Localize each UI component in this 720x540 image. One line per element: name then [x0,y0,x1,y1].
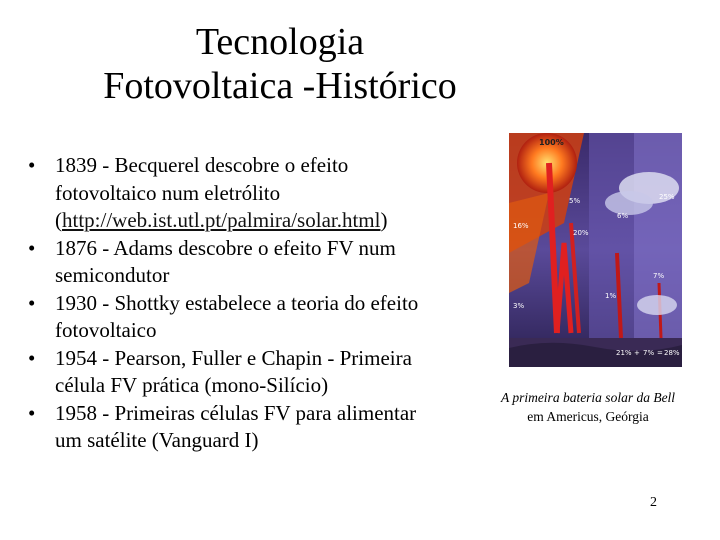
label-25: 25% [659,193,675,201]
source-link[interactable]: http://web.ist.utl.pt/palmira/solar.html [62,208,381,232]
label-plus: + [634,349,640,357]
title-line-2: Fotovoltaica -Histórico [103,65,457,107]
label-100: 100% [539,138,564,147]
bullet-text-end: ) [380,208,388,232]
bullet-text: 1839 - Becquerel descobre o efeito fotovoltaico num eletrólito ( [55,153,349,232]
label-7b: 7% [643,349,655,357]
label-5: 5% [569,197,581,205]
title-line-1: Tecnologia [195,21,365,63]
label-6: 6% [617,212,629,220]
label-7: 7% [653,272,665,280]
list-item-1839 [28,152,428,235]
label-20: 20% [573,229,589,237]
label-16: 16% [513,222,529,230]
solar-battery-image [509,133,682,367]
label-21: 21% [616,349,632,357]
page-number: 2 [650,495,657,510]
label-28: 28% [664,349,680,357]
history-list [28,152,428,455]
list-item-1958: • 1958 - Primeiras células FV para alimentar um satélite (Vanguard I) [28,400,428,455]
label-3: 3% [513,302,525,310]
list-item-1876: • 1876 - Adams descobre o efeito FV num semicondutor [28,235,428,290]
solar-energy-diagram [509,133,682,367]
list-item-1954: • 1954 - Pearson, Fuller e Chapin - Primeira célula FV prática (mono-Silício) [28,345,428,400]
caption-italic: A primeira bateria solar da Bell [500,390,676,405]
caption-rest: em Americus, Geórgia [527,409,649,424]
slide-title [0,20,560,108]
label-1: 1% [605,292,617,300]
label-equals: = [657,349,663,357]
list-item-1930: • 1930 - Shottky estabelece a teoria do efeito fotovoltaico [28,290,428,345]
image-caption [500,388,676,426]
